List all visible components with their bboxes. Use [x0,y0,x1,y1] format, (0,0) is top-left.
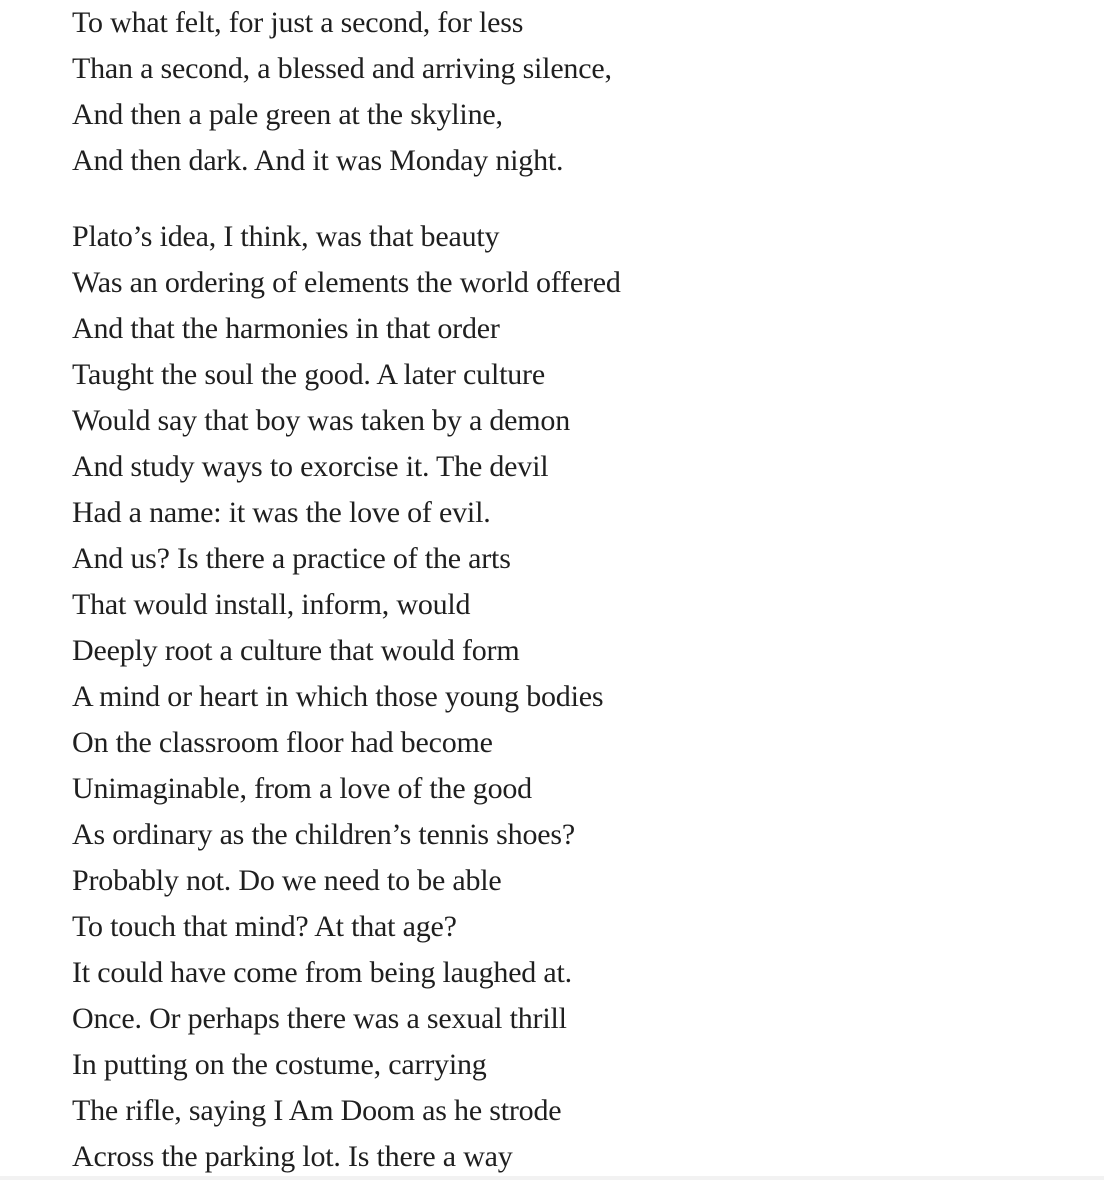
poem-line: And that the harmonies in that order [72,312,500,345]
poem-line: Across the parking lot. Is there a way [72,1140,513,1173]
poem-line: Had a name: it was the love of evil. [72,496,491,529]
poem-line: And then a pale green at the skyline, [72,98,503,131]
poem-line: As ordinary as the children’s tennis shoes? [72,818,575,851]
poem-line: To touch that mind? At that age? [72,910,457,943]
poem-line: Deeply root a culture that would form [72,634,520,667]
poem-line: And study ways to exorcise it. The devil [72,450,549,483]
poem-text [72,0,1072,1180]
poem-line: Than a second, a blessed and arriving silence, [72,52,612,85]
poem-line: And then dark. And it was Monday night. [72,144,564,177]
poem-line: It could have come from being laughed at. [72,956,572,989]
poem-line: To what felt, for just a second, for less [72,6,524,39]
poem-line: Probably not. Do we need to be able [72,864,502,897]
poem-line: Taught the soul the good. A later culture [72,358,545,391]
page-bottom-divider [0,1176,1104,1180]
poem-line: Was an ordering of elements the world offered [72,266,621,299]
poem-line: A mind or heart in which those young bodies [72,680,604,713]
stanza-1 [72,0,1072,184]
poem-line: Plato’s idea, I think, was that beauty [72,220,500,253]
poem-line: Would say that boy was taken by a demon [72,404,571,437]
poem-line: In putting on the costume, carrying [72,1048,487,1081]
poem-line: And us? Is there a practice of the arts [72,542,511,575]
poem-line: Once. Or perhaps there was a sexual thrill [72,1002,567,1035]
poem-line: The rifle, saying I Am Doom as he strode [72,1094,562,1127]
poem-line: Unimaginable, from a love of the good [72,772,532,805]
stanza-2 [72,214,1072,1180]
poem-line: On the classroom floor had become [72,726,493,759]
poem-line: That would install, inform, would [72,588,471,621]
